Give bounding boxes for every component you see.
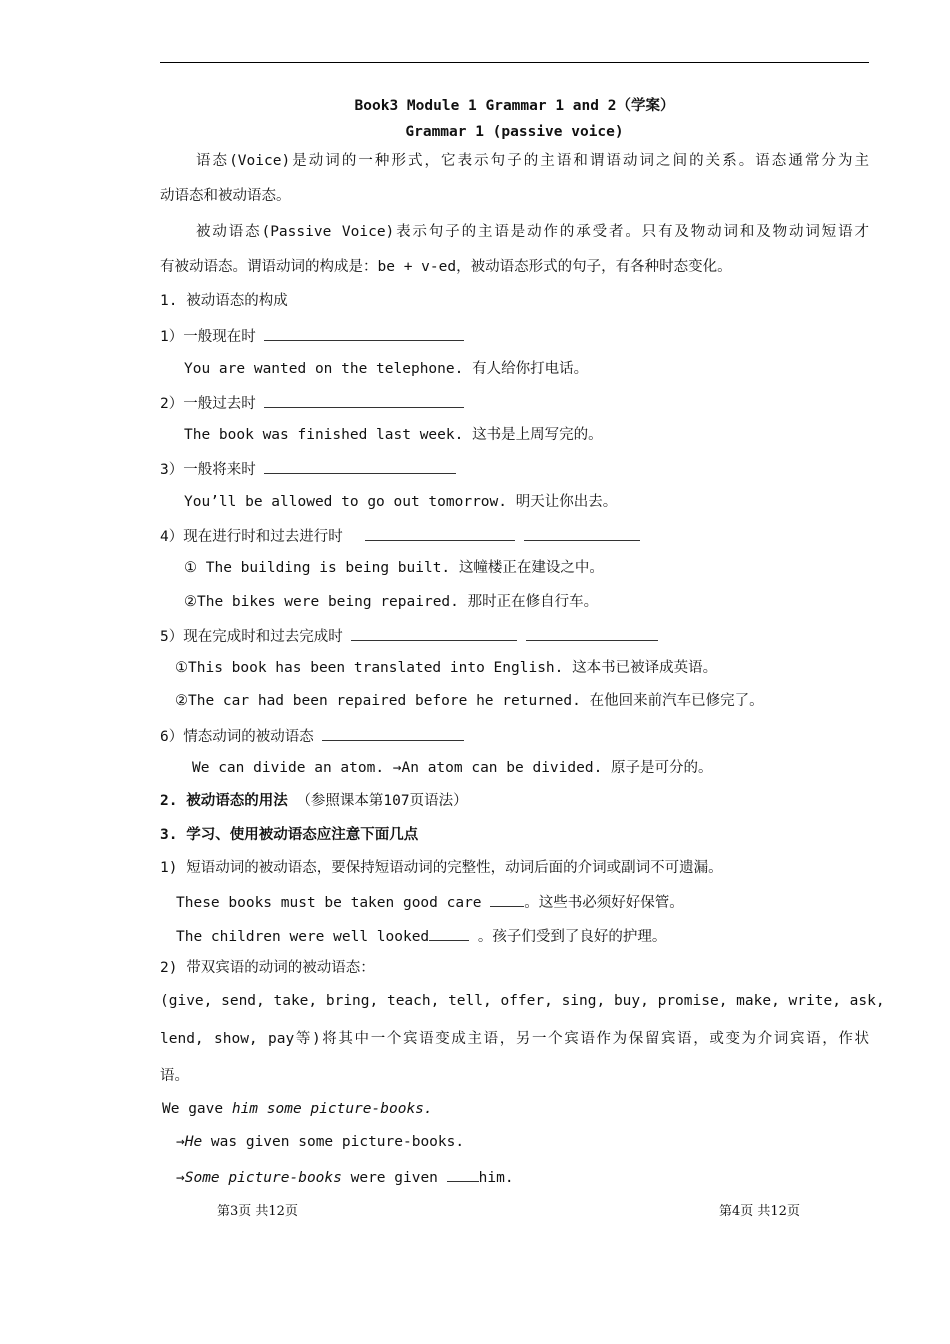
answer-blank[interactable] [365, 526, 515, 541]
item5-example-1: ①This book has been translated into English. 这本书已被译成英语。 [175, 660, 718, 676]
section3-point-1: 1) 短语动词的被动语态，要保持短语动词的完整性，动词后面的介词或副词不可遗漏。 [160, 860, 723, 876]
item5-label: 5）现在完成时和过去完成时 [160, 626, 658, 646]
answer-blank[interactable] [351, 626, 517, 641]
page-subtitle: Grammar 1 (passive voice) [405, 124, 624, 140]
item2-label: 2）一般过去时 [160, 393, 464, 413]
answer-blank[interactable] [264, 393, 464, 408]
answer-blank[interactable] [429, 926, 469, 941]
section3-heading: 3. 学习、使用被动语态应注意下面几点 [160, 827, 419, 843]
phrasal-example-2: The children were well looked 。孩子们受到了良好的护理。 [176, 926, 666, 946]
item4-example-1: ① The building is being built. 这幢楼正在建设之中。 [184, 560, 604, 576]
section2-heading: 2. 被动语态的用法 （参照课本第107页语法） [160, 793, 468, 809]
passive-sentence-1: →He was given some picture-books. [176, 1134, 465, 1150]
item2-example: The book was finished last week. 这书是上周写完的。 [184, 427, 603, 443]
page-title: Book3 Module 1 Grammar 1 and 2（学案） [354, 98, 675, 114]
item4-label: 4）现在进行时和过去进行时 [160, 526, 640, 546]
double-object-sentence: We gave him some picture-books. [162, 1101, 433, 1117]
item3-example: You’ll be allowed to go out tomorrow. 明天让你出去。 [184, 494, 618, 510]
footer-page-left: 第3页 共12页 [217, 1204, 298, 1219]
header-rule [160, 62, 869, 63]
answer-blank[interactable] [447, 1167, 479, 1182]
section3-point-2: 2) 带双宾语的动词的被动语态： [160, 960, 375, 976]
intro-line-1: 语态(Voice)是动词的一种形式，它表示句子的主语和谓语动词之间的关系。语态通常分为主 [196, 153, 869, 169]
answer-blank[interactable] [490, 892, 524, 907]
item1-example: You are wanted on the telephone. 有人给你打电话。 [184, 361, 589, 377]
phrasal-example-1: These books must be taken good care 。这些书必须好好保管。 [176, 892, 684, 912]
answer-blank[interactable] [264, 326, 464, 341]
verb-list-3: 语。 [160, 1068, 189, 1084]
verb-list-2: lend, show, pay等)将其中一个宾语变成主语，另一个宾语作为保留宾语，或变为介词宾语，作状 [160, 1031, 869, 1047]
intro-line-4: 有被动语态。谓语动词的构成是：be + v-ed，被动语态形式的句子，有各种时态变化。 [160, 259, 732, 275]
answer-blank[interactable] [524, 526, 640, 541]
section1-heading: 1. 被动语态的构成 [160, 293, 288, 309]
verb-list-1: (give, send, take, bring, teach, tell, offer, sing, buy, promise, make, write, ask, [160, 993, 885, 1009]
item1-label: 1）一般现在时 [160, 326, 464, 346]
answer-blank[interactable] [264, 459, 456, 474]
passive-sentence-2: →Some picture-books were given him. [176, 1167, 514, 1187]
answer-blank[interactable] [322, 726, 464, 741]
item4-example-2: ②The bikes were being repaired. 那时正在修自行车。 [184, 594, 599, 610]
item3-label: 3）一般将来时 [160, 459, 456, 479]
item5-example-2: ②The car had been repaired before he returned. 在他回来前汽车已修完了。 [175, 693, 764, 709]
intro-line-2: 动语态和被动语态。 [160, 188, 291, 204]
footer-page-right: 第4页 共12页 [719, 1204, 800, 1219]
item6-example: We can divide an atom. →An atom can be divided. 原子是可分的。 [192, 760, 713, 776]
answer-blank[interactable] [526, 626, 658, 641]
item6-label: 6）情态动词的被动语态 [160, 726, 464, 746]
intro-line-3: 被动语态(Passive Voice)表示句子的主语是动作的承受者。只有及物动词和及物动词短语才 [196, 224, 869, 240]
